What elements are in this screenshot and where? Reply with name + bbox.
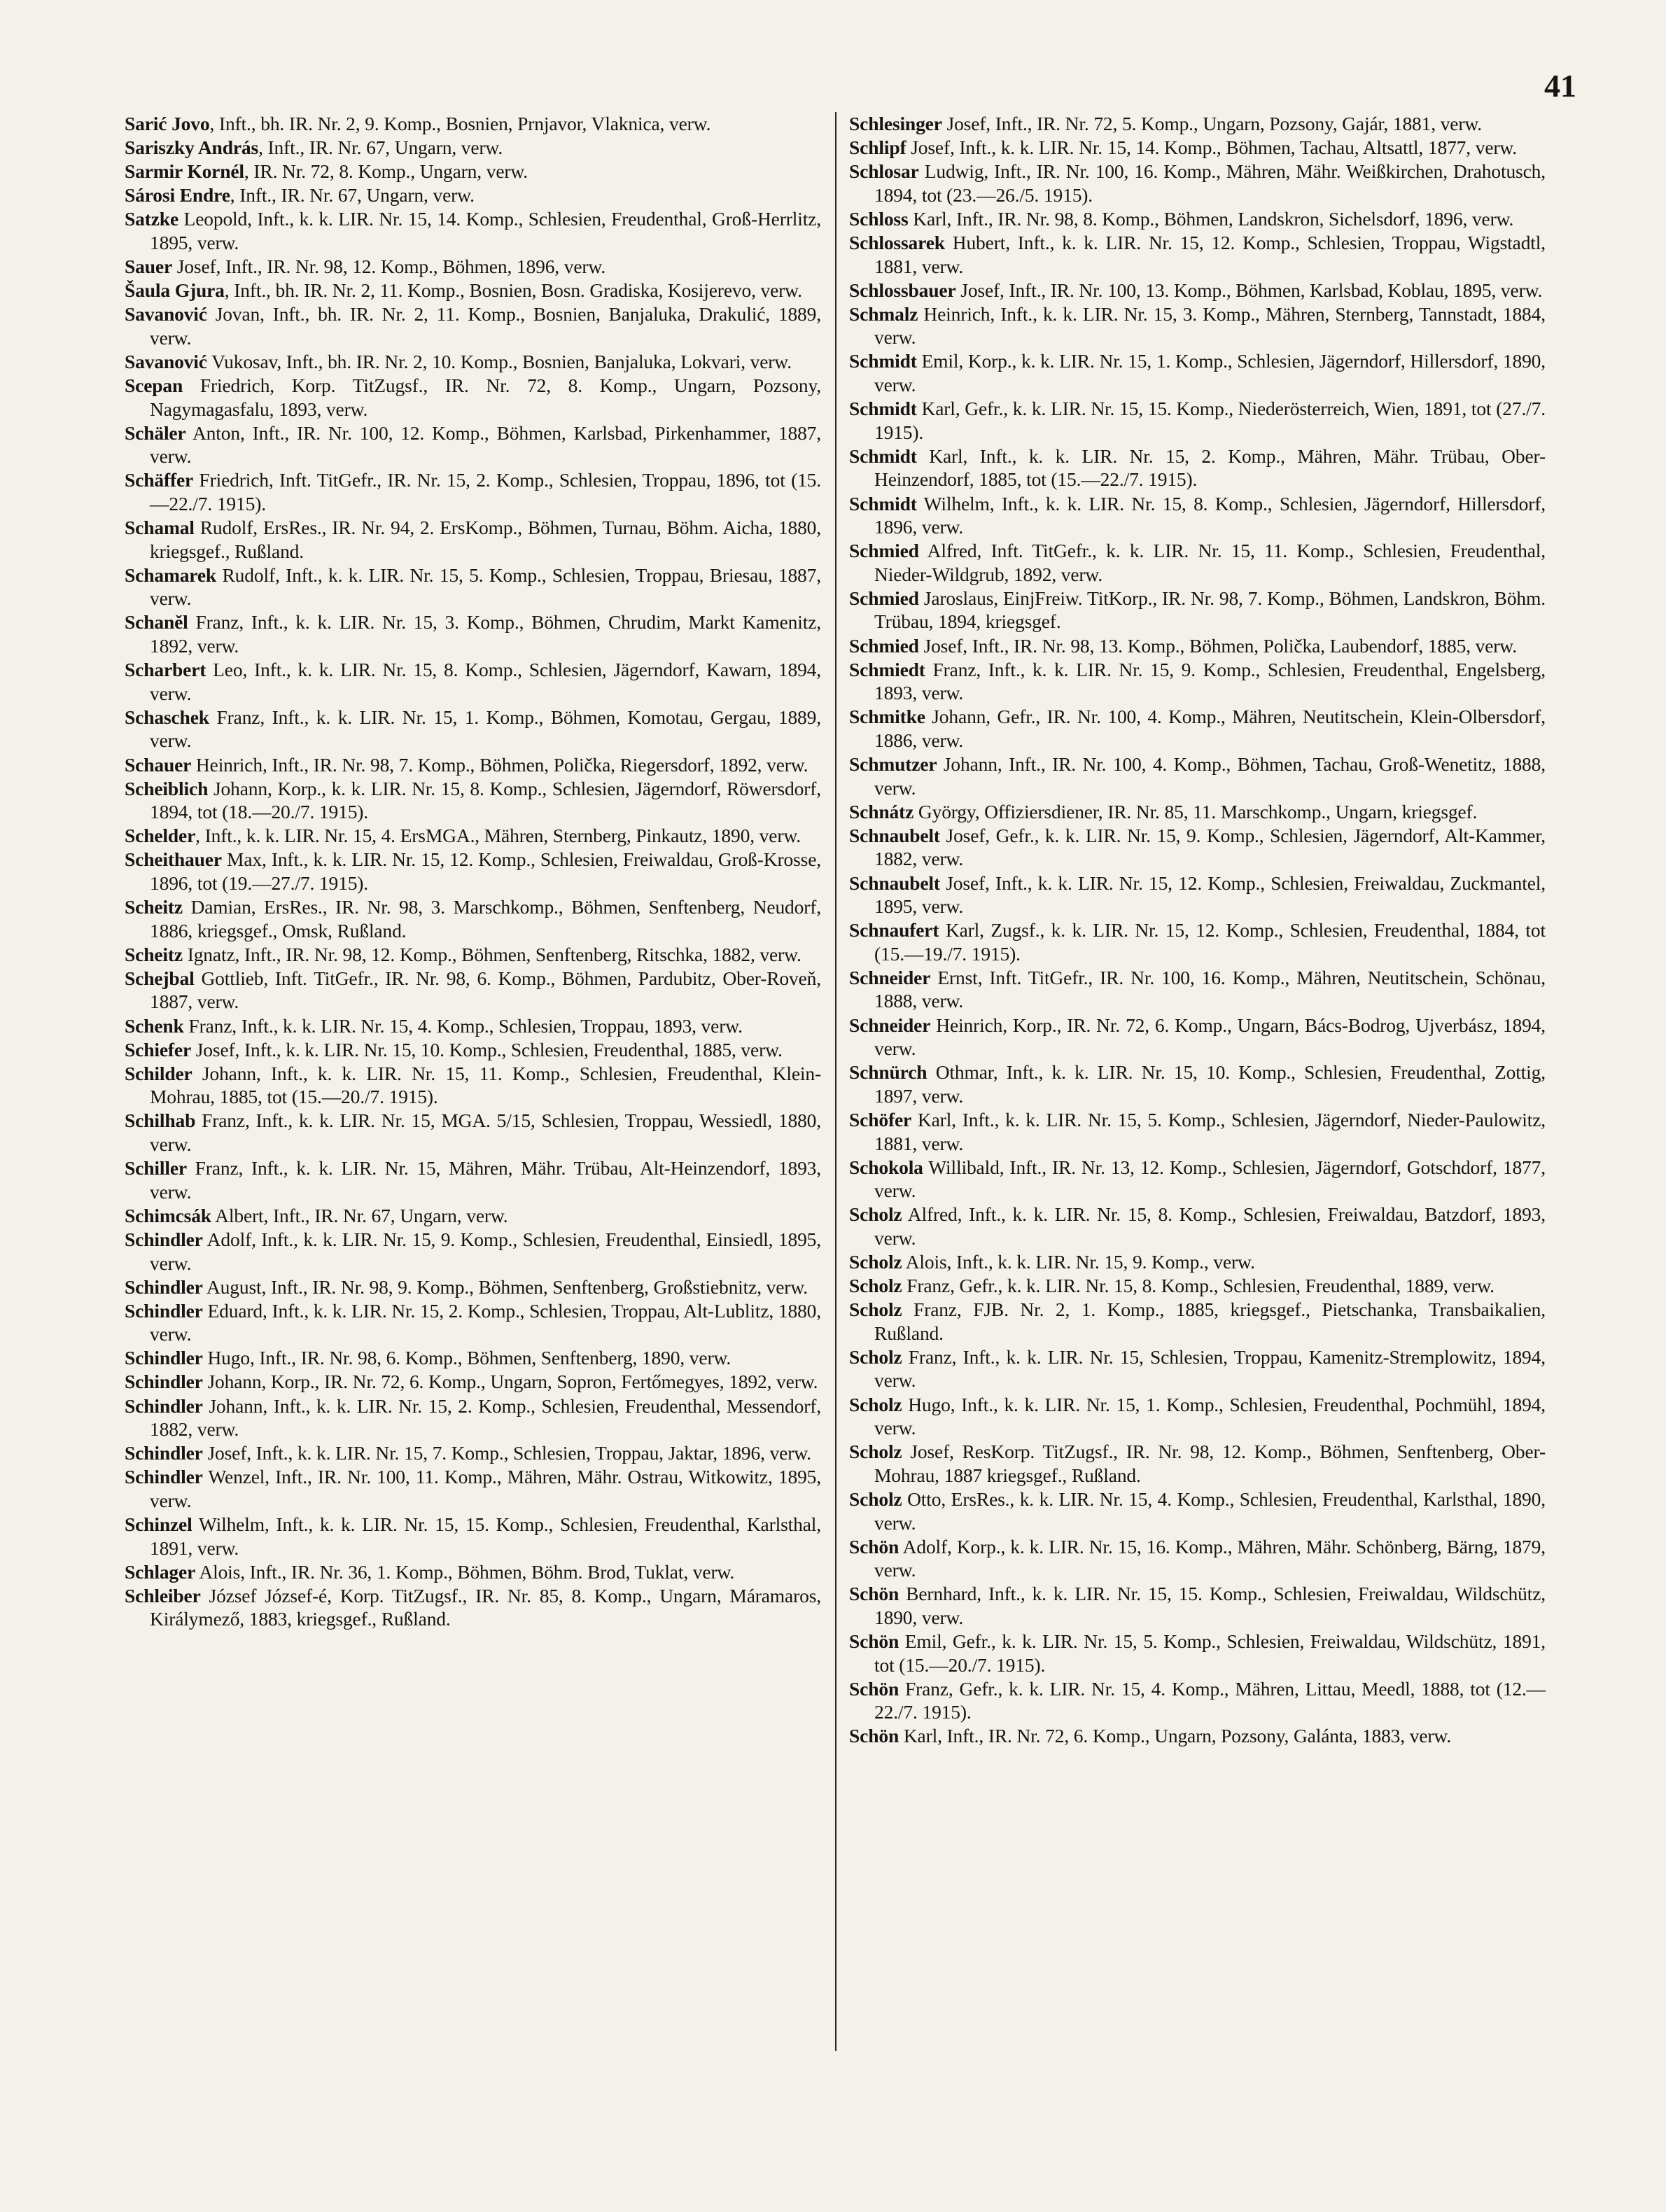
entry-name: Scholz xyxy=(849,1345,902,1368)
entry-name: Schleiber xyxy=(125,1584,201,1606)
register-entry xyxy=(849,444,1546,491)
entry-details: Ludwig, Inft., IR. Nr. 100, 16. Komp., Mähren, Mähr. Weißkirchen, Drahotusch, 1894, tot (23.—26./5. 1915). xyxy=(874,160,1546,206)
register-entry xyxy=(125,136,821,160)
entry-name: Schlosar xyxy=(849,160,919,183)
entry-details: Otto, ErsRes., k. k. LIR. Nr. 15, 4. Komp., Schlesien, Freudenthal, Karlsthal, 1890, verw. xyxy=(874,1488,1546,1534)
register-entry xyxy=(125,777,821,824)
entry-name: Schiefer xyxy=(125,1038,192,1060)
register-entry xyxy=(125,1014,821,1038)
entry-details: Alois, Inft., IR. Nr. 36, 1. Komp., Böhmen, Böhm. Brod, Tuklat, verw. xyxy=(195,1560,735,1583)
entry-details: Josef, Inft., k. k. LIR. Nr. 15, 7. Komp., Schlesien, Troppau, Jaktar, 1896, verw. xyxy=(202,1442,811,1464)
register-entry xyxy=(849,1108,1546,1155)
entry-details: Josef, ResKorp. TitZugsf., IR. Nr. 98, 12. Komp., Böhmen, Senftenberg, Ober-Mohrau, 1887 kriegsgef., Rußland. xyxy=(874,1441,1546,1486)
register-entry xyxy=(849,658,1546,705)
entry-details: József József-é, Korp. TitZugsf., IR. Nr. 85, 8. Komp., Ungarn, Máramaros, Királymező, 1883, kriegsgef., Rußland. xyxy=(150,1584,821,1630)
register-entry xyxy=(849,160,1546,206)
entry-name: Schön xyxy=(849,1535,899,1558)
entry-details: , Inft., IR. Nr. 67, Ungarn, verw. xyxy=(258,136,503,159)
register-entry xyxy=(849,1156,1546,1203)
entry-details: Max, Inft., k. k. LIR. Nr. 15, 12. Komp., Schlesien, Freiwaldau, Groß-Krosse, 1896, tot (19.—27./7. 1915). xyxy=(150,848,821,894)
entry-name: Schaněl xyxy=(125,611,188,634)
entry-details: Franz, Inft., k. k. LIR. Nr. 15, Schlesien, Troppau, Kamenitz-Stremplowitz, 1894, verw. xyxy=(874,1345,1546,1392)
register-entry xyxy=(849,112,1546,136)
entry-details: Josef, Inft., IR. Nr. 98, 12. Komp., Böhmen, 1896, verw. xyxy=(172,255,606,278)
register-entry xyxy=(849,824,1546,871)
entry-name: Schmiedt xyxy=(849,658,925,680)
entry-details: Gottlieb, Inft. TitGefr., IR. Nr. 98, 6. Komp., Böhmen, Pardubitz, Ober-Roveň, 1887, verw. xyxy=(150,967,821,1013)
entry-name: Schlossarek xyxy=(849,231,945,253)
entry-name: Schilder xyxy=(125,1062,192,1084)
entry-details: Friedrich, Inft. TitGefr., IR. Nr. 15, 2. Komp., Schlesien, Troppau, 1896, tot (15.—22./7. 1915). xyxy=(150,469,821,514)
entry-details: August, Inft., IR. Nr. 98, 9. Komp., Böhmen, Senftenberg, Großstiebnitz, verw. xyxy=(202,1275,808,1298)
entry-name: Sauer xyxy=(125,255,173,278)
entry-name: Schöfer xyxy=(849,1108,912,1130)
entry-name: Scepan xyxy=(125,374,183,397)
entry-details: Ernst, Inft. TitGefr., IR. Nr. 100, 16. Komp., Mähren, Neutitschein, Schönau, 1888, verw. xyxy=(874,966,1546,1012)
register-entry xyxy=(125,1513,821,1560)
register-entry xyxy=(125,1394,821,1441)
entry-details: Othmar, Inft., k. k. LIR. Nr. 15, 10. Komp., Schlesien, Freudenthal, Zottig, 1897, verw. xyxy=(874,1061,1546,1107)
entry-name: Scheitz xyxy=(125,896,183,918)
entry-details: Damian, ErsRes., IR. Nr. 98, 3. Marschkomp., Böhmen, Senftenberg, Neudorf, 1886, kriegsgef., Omsk, Rußland. xyxy=(150,896,821,941)
register-entry xyxy=(125,207,821,254)
entry-details: Anton, Inft., IR. Nr. 100, 12. Komp., Böhmen, Karlsbad, Pirkenhammer, 1887, verw. xyxy=(150,421,821,468)
entry-details: Hubert, Inft., k. k. LIR. Nr. 15, 12. Komp., Schlesien, Troppau, Wigstadtl, 1881, verw. xyxy=(874,231,1546,277)
register-entry xyxy=(849,872,1546,918)
register-entry xyxy=(849,1535,1546,1582)
register-entry xyxy=(849,1582,1546,1629)
register-entry xyxy=(849,1203,1546,1250)
register-entry xyxy=(849,1630,1546,1676)
entry-name: Schinzel xyxy=(125,1513,192,1536)
register-entry xyxy=(125,1584,821,1631)
register-entry xyxy=(125,1038,821,1062)
register-entry xyxy=(849,918,1546,965)
register-entry xyxy=(849,492,1546,539)
entry-details: Leo, Inft., k. k. LIR. Nr. 15, 8. Komp., Schlesien, Jägerndorf, Kawarn, 1894, verw. xyxy=(150,659,821,704)
entry-name: Šaula Gjura xyxy=(125,279,225,302)
register-entry xyxy=(125,706,821,752)
entry-name: Scholz xyxy=(849,1441,902,1463)
entry-details: György, Offiziersdiener, IR. Nr. 85, 11. Marschkomp., Ungarn, kriegsgef. xyxy=(913,800,1478,822)
entry-details: Johann, Inft., IR. Nr. 100, 4. Komp., Böhmen, Tachau, Groß-Wenetitz, 1888, verw. xyxy=(874,753,1546,799)
register-entry xyxy=(125,1156,821,1203)
register-entry xyxy=(125,895,821,942)
entry-name: Schmitke xyxy=(849,706,925,728)
entry-name: Schnátz xyxy=(849,800,914,822)
entry-name: Schindler xyxy=(125,1299,203,1322)
entry-details: Karl, Inft., k. k. LIR. Nr. 15, 5. Komp., Schlesien, Jägerndorf, Nieder-Paulowitz, 1881, verw. xyxy=(874,1108,1546,1154)
entry-details: Vukosav, Inft., bh. IR. Nr. 2, 10. Komp., Bosnien, Banjaluka, Lokvari, verw. xyxy=(206,350,792,372)
register-entry xyxy=(849,231,1546,278)
entry-details: Josef, Inft., IR. Nr. 98, 13. Komp., Böhmen, Polička, Laubendorf, 1885, verw. xyxy=(918,634,1517,657)
entry-name: Schindler xyxy=(125,1442,203,1464)
register-entry xyxy=(125,1228,821,1275)
entry-name: Scholz xyxy=(849,1275,902,1297)
entry-details: Franz, Gefr., k. k. LIR. Nr. 15, 4. Komp., Mähren, Littau, Meedl, 1888, tot (12.—22./7. 1915). xyxy=(874,1677,1546,1723)
entry-name: Schenk xyxy=(125,1014,184,1037)
entry-name: Schnürch xyxy=(849,1061,927,1084)
entry-details: , IR. Nr. 72, 8. Komp., Ungarn, verw. xyxy=(244,160,528,183)
entry-name: Schneider xyxy=(849,1014,931,1036)
entry-details: Heinrich, Inft., k. k. LIR. Nr. 15, 3. Komp., Mähren, Sternberg, Tannstadt, 1884, verw. xyxy=(874,302,1546,349)
entry-details: Johann, Gefr., IR. Nr. 100, 4. Komp., Mähren, Neutitschein, Klein-Olbersdorf, 1886, verw. xyxy=(874,706,1546,751)
entry-details: Franz, Inft., k. k. LIR. Nr. 15, MGA. 5/15, Schlesien, Troppau, Wessiedl, 1880, verw. xyxy=(150,1110,821,1156)
entry-name: Schön xyxy=(849,1630,899,1652)
register-entry xyxy=(125,183,821,207)
entry-name: Satzke xyxy=(125,208,179,230)
register-entry xyxy=(125,255,821,279)
register-entry xyxy=(125,564,821,610)
entry-name: Sarmir Kornél xyxy=(125,160,244,183)
register-entry xyxy=(125,1204,821,1228)
entry-details: Heinrich, Inft., IR. Nr. 98, 7. Komp., Böhmen, Polička, Riegersdorf, 1892, verw. xyxy=(191,753,808,776)
entry-details: Franz, Gefr., k. k. LIR. Nr. 15, 8. Komp., Schlesien, Freudenthal, 1889, verw. xyxy=(902,1275,1494,1297)
register-entry xyxy=(125,1465,821,1512)
entry-name: Schön xyxy=(849,1583,899,1605)
entry-name: Scheithauer xyxy=(125,848,222,871)
register-entry xyxy=(849,1060,1546,1107)
entry-details: Josef, Inft., IR. Nr. 100, 13. Komp., Böhmen, Karlsbad, Koblau, 1895, verw. xyxy=(955,279,1543,301)
entry-name: Schejbal xyxy=(125,967,195,989)
entry-name: Schnaubelt xyxy=(849,824,940,846)
entry-details: Franz, Inft., k. k. LIR. Nr. 15, 1. Komp., Böhmen, Komotau, Gergau, 1889, verw. xyxy=(150,706,821,752)
entry-details: Alfred, Inft. TitGefr., k. k. LIR. Nr. 15, 11. Komp., Schlesien, Freudenthal, Nieder-Wildgrub, 1892, verw. xyxy=(874,540,1546,585)
register-entry xyxy=(125,967,821,1014)
page-number: 41 xyxy=(1544,68,1576,104)
register-entry xyxy=(125,160,821,183)
register-entry xyxy=(125,1275,821,1299)
entry-details: Emil, Korp., k. k. LIR. Nr. 15, 1. Komp., Schlesien, Jägerndorf, Hillersdorf, 1890, verw. xyxy=(874,350,1546,396)
entry-name: Schmidt xyxy=(849,350,917,372)
entry-details: Adolf, Inft., k. k. LIR. Nr. 15, 9. Komp., Schlesien, Freudenthal, Einsiedl, 1895, verw. xyxy=(150,1228,821,1274)
entry-name: Scholz xyxy=(849,1298,902,1321)
entry-name: Schmidt xyxy=(849,398,917,420)
entry-details: Josef, Inft., k. k. LIR. Nr. 15, 10. Komp., Schlesien, Freudenthal, 1885, verw. xyxy=(191,1038,783,1060)
entry-name: Schön xyxy=(849,1725,899,1747)
register-entry xyxy=(849,634,1546,658)
entry-details: , Inft., k. k. LIR. Nr. 15, 4. ErsMGA., Mähren, Sternberg, Pinkautz, 1890, verw. xyxy=(195,825,801,847)
register-entry xyxy=(125,658,821,705)
entry-name: Scharbert xyxy=(125,659,206,681)
register-entry xyxy=(125,1560,821,1584)
entry-name: Schamal xyxy=(125,517,195,539)
entry-name: Schaschek xyxy=(125,706,209,728)
register-entry xyxy=(125,374,821,421)
entry-name: Schmalz xyxy=(849,302,918,325)
entry-name: Schindler xyxy=(125,1394,203,1417)
register-entry xyxy=(125,302,821,349)
entry-name: Schmutzer xyxy=(849,753,937,776)
entry-name: Savanović xyxy=(125,303,207,326)
register-entry xyxy=(849,1724,1546,1748)
register-entry xyxy=(849,800,1546,824)
entry-name: Schäffer xyxy=(125,469,194,491)
register-columns xyxy=(125,112,1546,2142)
register-entry xyxy=(849,966,1546,1013)
register-entry xyxy=(125,610,821,657)
register-entry xyxy=(125,824,821,848)
entry-details: Josef, Inft., k. k. LIR. Nr. 15, 14. Komp., Böhmen, Tachau, Altsattl, 1877, verw. xyxy=(906,136,1518,159)
entry-details: Franz, Inft., k. k. LIR. Nr. 15, Mähren, Mähr. Trübau, Alt-Heinzendorf, 1893, verw. xyxy=(150,1157,821,1203)
register-entry xyxy=(849,1298,1546,1345)
register-entry xyxy=(849,1440,1546,1487)
entry-details: , Inft., bh. IR. Nr. 2, 11. Komp., Bosnien, Bosn. Gradiska, Kosijerevo, verw. xyxy=(224,279,802,302)
entry-details: Willibald, Inft., IR. Nr. 13, 12. Komp., Schlesien, Jägerndorf, Gotschdorf, 1877, verw. xyxy=(874,1156,1546,1202)
entry-details: Wenzel, Inft., IR. Nr. 100, 11. Komp., Mähren, Mähr. Ostrau, Witkowitz, 1895, verw. xyxy=(150,1466,821,1511)
entry-name: Schelder xyxy=(125,825,196,847)
entry-name: Schindler xyxy=(125,1466,203,1488)
entry-details: Albert, Inft., IR. Nr. 67, Ungarn, verw. xyxy=(211,1204,508,1226)
entry-details: , Inft., bh. IR. Nr. 2, 9. Komp., Bosnien, Prnjavor, Vlaknica, verw. xyxy=(209,113,711,134)
entry-details: Karl, Inft., IR. Nr. 98, 8. Komp., Böhmen, Landskron, Sichelsdorf, 1896, verw. xyxy=(908,207,1514,230)
entry-details: Karl, Inft., IR. Nr. 72, 6. Komp., Ungarn, Pozsony, Galánta, 1883, verw. xyxy=(899,1725,1452,1747)
entry-name: Schlossbauer xyxy=(849,279,956,301)
entry-details: Josef, Inft., IR. Nr. 72, 5. Komp., Ungarn, Pozsony, Gajár, 1881, verw. xyxy=(941,113,1483,134)
entry-details: Jaroslaus, EinjFreiw. TitKorp., IR. Nr. 98, 7. Komp., Böhmen, Landskron, Böhm. Trübau, 1894, kriegsgef. xyxy=(874,587,1546,633)
entry-name: Scholz xyxy=(849,1393,902,1415)
entry-details: Johann, Korp., IR. Nr. 72, 6. Komp., Ungarn, Sopron, Fertőmegyes, 1892, verw. xyxy=(202,1371,818,1393)
register-entry xyxy=(849,539,1546,586)
entry-details: Johann, Inft., k. k. LIR. Nr. 15, 2. Komp., Schlesien, Freudenthal, Messendorf, 1882, verw. xyxy=(150,1394,821,1441)
register-entry xyxy=(849,397,1546,444)
entry-name: Sariszky András xyxy=(125,136,259,159)
entry-details: Johann, Inft., k. k. LIR. Nr. 15, 11. Komp., Schlesien, Freudenthal, Klein-Mohrau, 1885, tot (15.—20./7. 1915). xyxy=(150,1062,821,1108)
register-entry xyxy=(849,349,1546,396)
entry-name: Schimcsák xyxy=(125,1204,211,1226)
register-entry xyxy=(849,1393,1546,1440)
register-entry xyxy=(849,302,1546,349)
entry-name: Schäler xyxy=(125,421,186,444)
register-entry xyxy=(849,1677,1546,1724)
entry-name: Schmidt xyxy=(849,492,917,514)
entry-details: Josef, Inft., k. k. LIR. Nr. 15, 12. Komp., Schlesien, Freiwaldau, Zuckmantel, 1895, verw. xyxy=(874,872,1546,918)
entry-details: Karl, Zugsf., k. k. LIR. Nr. 15, 12. Komp., Schlesien, Freudenthal, 1884, tot (15.—19./7. 1915). xyxy=(874,919,1546,965)
register-entry xyxy=(125,943,821,967)
register-entry xyxy=(849,136,1546,160)
entry-name: Schloss xyxy=(849,207,909,230)
entry-details: Emil, Gefr., k. k. LIR. Nr. 15, 5. Komp., Schlesien, Freiwaldau, Wildschütz, 1891, tot (15.—20./7. 1915). xyxy=(874,1630,1546,1676)
entry-name: Schiller xyxy=(125,1157,187,1180)
entry-details: Heinrich, Korp., IR. Nr. 72, 6. Komp., Ungarn, Bács-Bodrog, Ujverbász, 1894, verw. xyxy=(874,1014,1546,1060)
register-entry xyxy=(849,1345,1546,1392)
entry-details: Friedrich, Korp. TitZugsf., IR. Nr. 72, 8. Komp., Ungarn, Pozsony, Nagymagasfalu, 1893, verw. xyxy=(150,374,821,420)
entry-name: Schnaubelt xyxy=(849,872,940,894)
entry-details: Alois, Inft., k. k. LIR. Nr. 15, 9. Komp., verw. xyxy=(902,1251,1255,1273)
entry-name: Schneider xyxy=(849,966,931,988)
entry-name: Schmied xyxy=(849,587,919,609)
entry-details: Bernhard, Inft., k. k. LIR. Nr. 15, 15. Komp., Schlesien, Freiwaldau, Wildschütz, 1890, verw. xyxy=(874,1583,1546,1628)
entry-details: Wilhelm, Inft., k. k. LIR. Nr. 15, 8. Komp., Schlesien, Jägerndorf, Hillersdorf, 1896, verw. xyxy=(874,492,1546,538)
register-entry xyxy=(125,1370,821,1394)
entry-name: Schlager xyxy=(125,1560,196,1583)
register-entry xyxy=(125,1299,821,1346)
register-entry xyxy=(849,587,1546,634)
entry-name: Schindler xyxy=(125,1371,203,1393)
register-entry xyxy=(125,1441,821,1465)
entry-details: Jovan, Inft., bh. IR. Nr. 2, 11. Komp., Bosnien, Banjaluka, Drakulić, 1889, verw. xyxy=(150,303,821,349)
entry-name: Schilhab xyxy=(125,1110,196,1132)
register-entry xyxy=(125,112,821,136)
entry-name: Schlipf xyxy=(849,136,906,159)
entry-details: Hugo, Inft., k. k. LIR. Nr. 15, 1. Komp., Schlesien, Freudenthal, Pochmühl, 1894, verw. xyxy=(874,1393,1546,1439)
entry-name: Scholz xyxy=(849,1203,902,1226)
entry-details: Johann, Korp., k. k. LIR. Nr. 15, 8. Komp., Schlesien, Jägerndorf, Röwersdorf, 1894, tot (18.—20./7. 1915). xyxy=(150,777,821,823)
entry-name: Sarić Jovo xyxy=(125,113,210,134)
register-entry xyxy=(125,279,821,302)
entry-name: Schnaufert xyxy=(849,919,939,941)
register-entry xyxy=(125,350,821,374)
register-entry xyxy=(849,279,1546,302)
register-entry xyxy=(125,848,821,895)
left-column xyxy=(125,112,821,2142)
entry-details: Ignatz, Inft., IR. Nr. 98, 12. Komp., Böhmen, Senftenberg, Ritschka, 1882, verw. xyxy=(182,943,802,965)
entry-name: Schindler xyxy=(125,1347,203,1369)
entry-name: Schön xyxy=(849,1677,899,1700)
entry-name: Schauer xyxy=(125,753,192,776)
register-entry xyxy=(125,1346,821,1370)
entry-details: Josef, Gefr., k. k. LIR. Nr. 15, 9. Komp., Schlesien, Jägerndorf, Alt-Kammer, 1882, verw. xyxy=(874,824,1546,870)
entry-details: Rudolf, ErsRes., IR. Nr. 94, 2. ErsKomp., Böhmen, Turnau, Böhm. Aicha, 1880, kriegsgef., Rußland. xyxy=(150,517,821,562)
register-entry xyxy=(849,1274,1546,1298)
entry-details: Karl, Inft., k. k. LIR. Nr. 15, 2. Komp., Mähren, Mähr. Trübau, Ober-Heinzendorf, 1885, tot (15.—22./7. 1915). xyxy=(874,444,1546,491)
entry-details: Franz, Inft., k. k. LIR. Nr. 15, 4. Komp., Schlesien, Troppau, 1893, verw. xyxy=(183,1014,743,1037)
entry-name: Schmidt xyxy=(849,444,917,467)
entry-details: Rudolf, Inft., k. k. LIR. Nr. 15, 5. Komp., Schlesien, Troppau, Briesau, 1887, verw. xyxy=(150,564,821,610)
entry-name: Schmied xyxy=(849,540,919,562)
entry-name: Schokola xyxy=(849,1156,923,1178)
register-entry xyxy=(849,1250,1546,1274)
register-entry xyxy=(125,516,821,563)
entry-details: , Inft., IR. Nr. 67, Ungarn, verw. xyxy=(230,184,475,206)
entry-details: Eduard, Inft., k. k. LIR. Nr. 15, 2. Komp., Schlesien, Troppau, Alt-Lublitz, 1880, verw. xyxy=(150,1299,821,1345)
entry-name: Sárosi Endre xyxy=(125,184,230,206)
entry-name: Scholz xyxy=(849,1251,902,1273)
register-entry xyxy=(849,752,1546,799)
entry-details: Franz, FJB. Nr. 2, 1. Komp., 1885, kriegsgef., Pietschanka, Transbaikalien, Rußland. xyxy=(874,1298,1546,1344)
entry-name: Savanović xyxy=(125,350,207,372)
entry-name: Schamarek xyxy=(125,564,217,586)
entry-name: Schindler xyxy=(125,1228,203,1250)
entry-details: Alfred, Inft., k. k. LIR. Nr. 15, 8. Komp., Schlesien, Freiwaldau, Batzdorf, 1893, verw. xyxy=(874,1203,1546,1249)
entry-details: Franz, Inft., k. k. LIR. Nr. 15, 9. Komp., Schlesien, Freudenthal, Engelsberg, 1893, verw. xyxy=(874,658,1546,704)
entry-details: Adolf, Korp., k. k. LIR. Nr. 15, 16. Komp., Mähren, Mähr. Schönberg, Bärng, 1879, verw. xyxy=(874,1535,1546,1581)
entry-name: Schmied xyxy=(849,634,919,657)
entry-details: Wilhelm, Inft., k. k. LIR. Nr. 15, 15. Komp., Schlesien, Freudenthal, Karlsthal, 1891, verw. xyxy=(150,1513,821,1559)
register-entry xyxy=(849,1014,1546,1060)
register-entry xyxy=(849,1488,1546,1534)
entry-name: Scheitz xyxy=(125,943,183,965)
register-entry xyxy=(125,421,821,468)
entry-name: Scheiblich xyxy=(125,777,209,799)
register-entry xyxy=(849,705,1546,752)
right-column xyxy=(849,112,1546,2142)
entry-name: Scholz xyxy=(849,1488,902,1510)
entry-details: Franz, Inft., k. k. LIR. Nr. 15, 3. Komp., Böhmen, Chrudim, Markt Kamenitz, 1892, verw. xyxy=(150,611,821,657)
register-entry xyxy=(125,468,821,515)
register-entry xyxy=(125,1109,821,1156)
entry-name: Schlesinger xyxy=(849,113,942,134)
entry-details: Hugo, Inft., IR. Nr. 98, 6. Komp., Böhmen, Senftenberg, 1890, verw. xyxy=(202,1347,732,1369)
register-entry xyxy=(125,753,821,777)
register-entry xyxy=(125,1062,821,1109)
register-entry xyxy=(849,207,1546,231)
entry-details: Karl, Gefr., k. k. LIR. Nr. 15, 15. Komp., Niederösterreich, Wien, 1891, tot (27./7. 1915). xyxy=(874,398,1546,443)
entry-details: Leopold, Inft., k. k. LIR. Nr. 15, 14. Komp., Schlesien, Freudenthal, Groß-Herrlitz, 1895, verw. xyxy=(150,208,821,253)
entry-name: Schindler xyxy=(125,1275,203,1298)
